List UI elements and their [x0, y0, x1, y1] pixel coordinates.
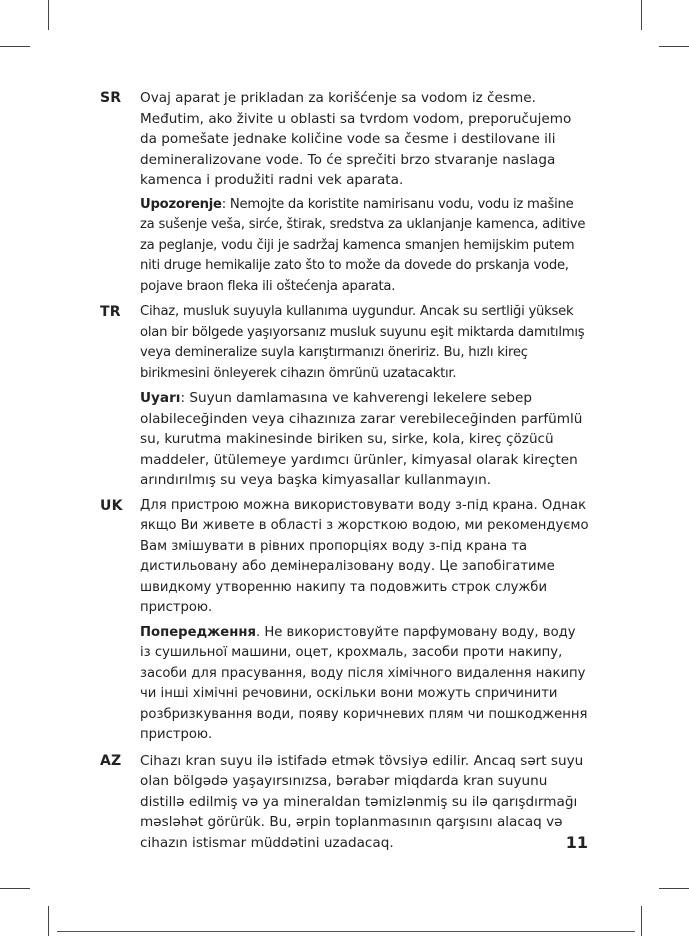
warning-label: Uyarı	[140, 390, 181, 406]
language-code: AZ	[100, 752, 122, 769]
page-number: 11	[565, 833, 588, 852]
crop-mark-bottom-right-horizontal	[659, 888, 689, 889]
section-body: Ovaj aparat je prikladan za korišćenje sa vodom iz česme. Međutim, ako živite u oblasti sa tvrdom vodom, preporučujemo da pomešate jednake količine vode sa česme i destilovane ili demineralizovane vode. To će sprečiti brzo stvaranje naslaga kamenca i produžiti radni vek aparata.	[140, 90, 572, 188]
warning-label: Upozorenje	[140, 196, 222, 212]
section-uk	[100, 496, 590, 746]
warning-text: : Suyun damlamasına ve kahverengi lekelere sebep olabileceğinden veya cihazınıza zarar verebileceğinden parfümlü su, kurutma makinesinde biriken su, sirke, kola, kireç çözücü maddeler, ütülemeye yardımcı ürünler, kimyasal olarak kireçten arındırılmış su veya başka kimyasallar kullanmayın.	[140, 390, 583, 488]
section-body: Cihazı kran suyu ilə istifadə etmək tövsiyə edilir. Ancaq sərt suyu olan bölgədə yaşayırsınızsa, bərabər miqdarda kran suyunu distillə edilmiş və ya mineraldan təmizlənmiş su ilə qarışdırmağı məsləhət görürük. Bu, ərpin toplanmasının qarşısını alacaq və cihazın istismar müddətini uzadacaq.	[140, 752, 584, 851]
crop-mark-bottom-left-horizontal	[0, 888, 30, 889]
section-warning	[140, 388, 590, 491]
crop-mark-top-left-horizontal	[0, 46, 30, 47]
section-tr	[100, 302, 590, 491]
warning-text: . Не використовуйте парфумовану воду, воду із сушильної машини, оцет, крохмаль, засоби проти накипу, засоби для прасування, воду після хімічного видалення накипу чи інші хімічні речовини, оскільки вони можуть спричинити розбризкування води, появу коричневих плям чи пошкодження пристрою.	[140, 624, 588, 742]
crop-mark-bottom-right-vertical	[641, 906, 642, 936]
section-az	[100, 751, 590, 854]
warning-text: : Nemojte da koristite namirisanu vodu, vodu iz mašine za sušenje veša, sirće, štirak, sredstva za uklanjanje kamenca, aditive za peglanje, vodu čiji je sadržaj kamenca smanjen hemijskim putem niti druge hemikalije zato što to može da dovede do prskanja vode, pojave braon fleka ili oštećenja aparata.	[140, 196, 586, 294]
bottom-rule	[57, 931, 635, 932]
section-body: Для пристрою можна використовувати воду з-під крана. Однак якщо Ви живете в області з жорсткою водою, ми рекомендуємо Вам змішувати в рівних пропорціях воду з-під крана та дистильовану або демінералізовану воду. Це запобігатиме швидкому утворенню накипу та подовжить строк служби пристрою.	[140, 497, 589, 615]
crop-mark-top-left-vertical	[48, 0, 49, 30]
language-code: UK	[100, 497, 123, 514]
crop-mark-bottom-left-vertical	[48, 906, 49, 936]
language-code: TR	[100, 304, 121, 320]
section-warning	[140, 623, 590, 746]
manual-content	[100, 88, 590, 858]
section-sr	[100, 88, 590, 297]
language-code: SR	[100, 90, 122, 106]
section-body: Cihaz, musluk suyuyla kullanıma uygundur. Ancak su sertliği yüksek olan bir bölgede yaşıyorsanız musluk suyunu eşit miktarda damıtılmış veya demineralize suyla karıştırmanızı öneririz. Bu, hızlı kireç birikmesini önleyerek cihazın ömrünü uzatacaktır.	[140, 304, 585, 381]
warning-label: Попередження	[140, 624, 256, 640]
crop-mark-top-right-horizontal	[659, 46, 689, 47]
crop-mark-top-right-vertical	[641, 0, 642, 30]
section-warning	[140, 195, 590, 298]
